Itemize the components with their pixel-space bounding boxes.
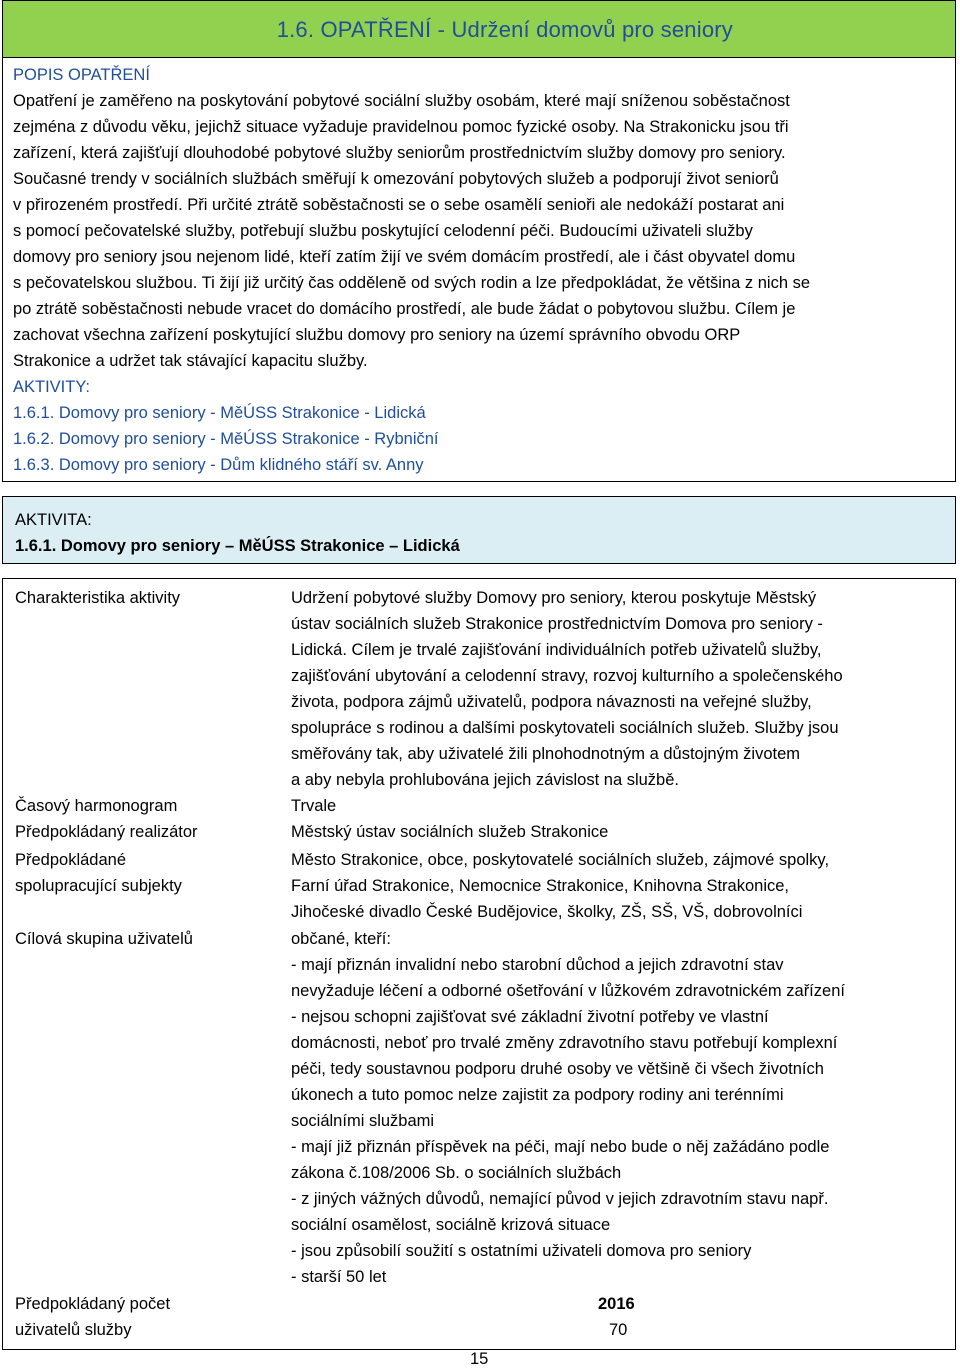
activity-header <box>15 507 460 559</box>
description-line: Opatření je zaměřeno na poskytování pobytové sociální služby osobám, které mají sníženou soběstačnost <box>13 92 790 110</box>
activity-detail-table <box>2 578 956 1350</box>
target-line: sociální osamělost, sociálně krizová situace <box>291 1216 611 1234</box>
description-line: Strakonice a udržet tak stávající kapacitu služby. <box>13 352 368 370</box>
description-heading: POPIS OPATŘENÍ <box>13 66 150 84</box>
activity-header-box <box>2 496 956 564</box>
target-group-value <box>291 926 951 1290</box>
activity-list-item: 1.6.1. Domovy pro seniory - MěÚSS Strakonice - Lidická <box>13 404 426 422</box>
page-number: 15 <box>470 1350 489 1368</box>
measure-description <box>13 62 949 478</box>
users-count: 70 <box>609 1321 628 1339</box>
characteristic-line: života, podpora zájmů uživatelů, podpora návaznosti na veřejné služby, <box>291 693 812 711</box>
partners-line: Město Strakonice, obce, poskytovatelé sociálních služeb, zájmové spolky, <box>291 851 830 869</box>
target-line: - nejsou schopni zajišťovat své základní životní potřeby ve vlastní <box>291 1008 769 1026</box>
description-line: zachovat všechna zařízení poskytující službu domovy pro seniory na území správního obvodu ORP <box>13 326 741 344</box>
target-line: sociálními službami <box>291 1112 435 1130</box>
target-line: úkonech a tuto pomoc nelze zajistit za podpory rodiny ani terénními <box>291 1086 784 1104</box>
partners-value <box>291 847 951 925</box>
description-line: Současné trendy v sociálních službách směřují k omezování pobytových služeb a podporují život seniorů <box>13 170 779 188</box>
partners-line: Farní úřad Strakonice, Nemocnice Strakonice, Knihovna Strakonice, <box>291 877 789 895</box>
characteristic-line: zajišťování ubytování a celodenní stravy, rozvoj kulturního a společenského <box>291 667 843 685</box>
description-line: s pečovatelskou službou. Ti žijí již určitý čas odděleně od svých rodin a lze předpokládat, že většina z nich se <box>13 274 811 292</box>
measure-title: 1.6. OPATŘENÍ - Udržení domovů pro seniory <box>276 17 733 42</box>
activity-label: AKTIVITA: <box>15 511 92 529</box>
target-line: domácnosti, neboť pro trvalé změny zdravotního stavu potřebují komplexní <box>291 1034 838 1052</box>
activities-heading: AKTIVITY: <box>13 378 91 396</box>
description-line: zařízení, která zajišťují dlouhodobé pobytové služby seniorům prostřednictvím služby domovy pro seniory. <box>13 144 786 162</box>
target-line: - jsou způsobilí soužití s ostatními uživateli domova pro seniory <box>291 1242 752 1260</box>
characteristic-value <box>291 585 951 793</box>
partners-line: Jihočeské divadlo České Budějovice, školky, ZŠ, SŠ, VŠ, dobrovolníci <box>291 903 803 921</box>
activity-list-item: 1.6.3. Domovy pro seniory - Dům klidného stáří sv. Anny <box>13 456 424 474</box>
target-line: - starší 50 let <box>291 1268 387 1286</box>
target-line: - mají již přiznán příspěvek na péči, mají nebo bude o něj zažádáno podle <box>291 1138 830 1156</box>
measure-title-banner <box>2 0 956 58</box>
target-line: - z jiných vážných důvodů, nemající původ v jejich zdravotním stavu např. <box>291 1190 829 1208</box>
target-line: - mají přiznán invalidní nebo starobní důchod a jejich zdravotní stav <box>291 956 784 974</box>
activity-title: 1.6.1. Domovy pro seniory – MěÚSS Strakonice – Lidická <box>15 537 460 555</box>
users-count-label-line: uživatelů služby <box>15 1321 132 1339</box>
activities-list <box>13 400 949 478</box>
implementer-value: Městský ústav sociálních služeb Strakonice <box>291 823 609 841</box>
description-line: domovy pro seniory jsou nejenom lidé, kteří zatím žijí ve svém domácím prostředí, ale i část obyvatel domu <box>13 248 796 266</box>
description-line: v přirozeném prostředí. Při určité ztrátě soběstačnosti se o sebe osamělí senioři ale nedokáží postarat ani <box>13 196 785 214</box>
target-line: zákona č.108/2006 Sb. o sociálních službách <box>291 1164 622 1182</box>
users-year: 2016 <box>598 1295 635 1313</box>
characteristic-line: a aby nebyla prohlubována jejich závislost na službě. <box>291 771 679 789</box>
characteristic-line: ústav sociálních služeb Strakonice prostřednictvím Domova pro seniory - <box>291 615 823 633</box>
description-line: zejména z důvodu věku, jejichž situace vyžaduje pravidelnou pomoc fyzické osoby. Na Strakonicku jsou tři <box>13 118 789 136</box>
target-group-label: Cílová skupina uživatelů <box>15 930 193 948</box>
schedule-value: Trvale <box>291 797 337 815</box>
description-line: po ztrátě soběstačnosti nebude vracet do domácího prostředí, ale bude žádat o pobytovou službu. Cílem je <box>13 300 796 318</box>
characteristic-line: směřovány tak, aby uživatelé žili plnohodnotným a důstojným životem <box>291 745 800 763</box>
target-line: nevyžaduje léčení a odborné ošetřování v lůžkovém zdravotnickém zařízení <box>291 982 845 1000</box>
schedule-label: Časový harmonogram <box>15 797 178 815</box>
target-line: občané, kteří: <box>291 930 391 948</box>
partners-label-line: spolupracující subjekty <box>15 877 182 895</box>
characteristic-line: Lidická. Cílem je trvalé zajišťování individuálních potřeb uživatelů služby, <box>291 641 822 659</box>
users-count-label <box>15 1291 275 1343</box>
target-line: péči, tedy soustavnou podporu druhé osoby ve většině či všech životních <box>291 1060 824 1078</box>
characteristic-label: Charakteristika aktivity <box>15 589 181 607</box>
users-count-label-line: Předpokládaný počet <box>15 1295 171 1313</box>
characteristic-line: spolupráce s rodinou a dalšími poskytovateli sociálních služeb. Služby jsou <box>291 719 839 737</box>
description-line: s pomocí pečovatelské služby, potřebují službu poskytující celodenní péči. Budoucími uživateli služby <box>13 222 753 240</box>
measure-description-box <box>2 58 956 482</box>
activity-list-item: 1.6.2. Domovy pro seniory - MěÚSS Strakonice - Rybniční <box>13 430 439 448</box>
description-text <box>13 88 949 374</box>
partners-label <box>15 847 275 899</box>
implementer-label: Předpokládaný realizátor <box>15 823 198 841</box>
characteristic-line: Udržení pobytové služby Domovy pro seniory, kterou poskytuje Městský <box>291 589 817 607</box>
partners-label-line: Předpokládané <box>15 851 127 869</box>
